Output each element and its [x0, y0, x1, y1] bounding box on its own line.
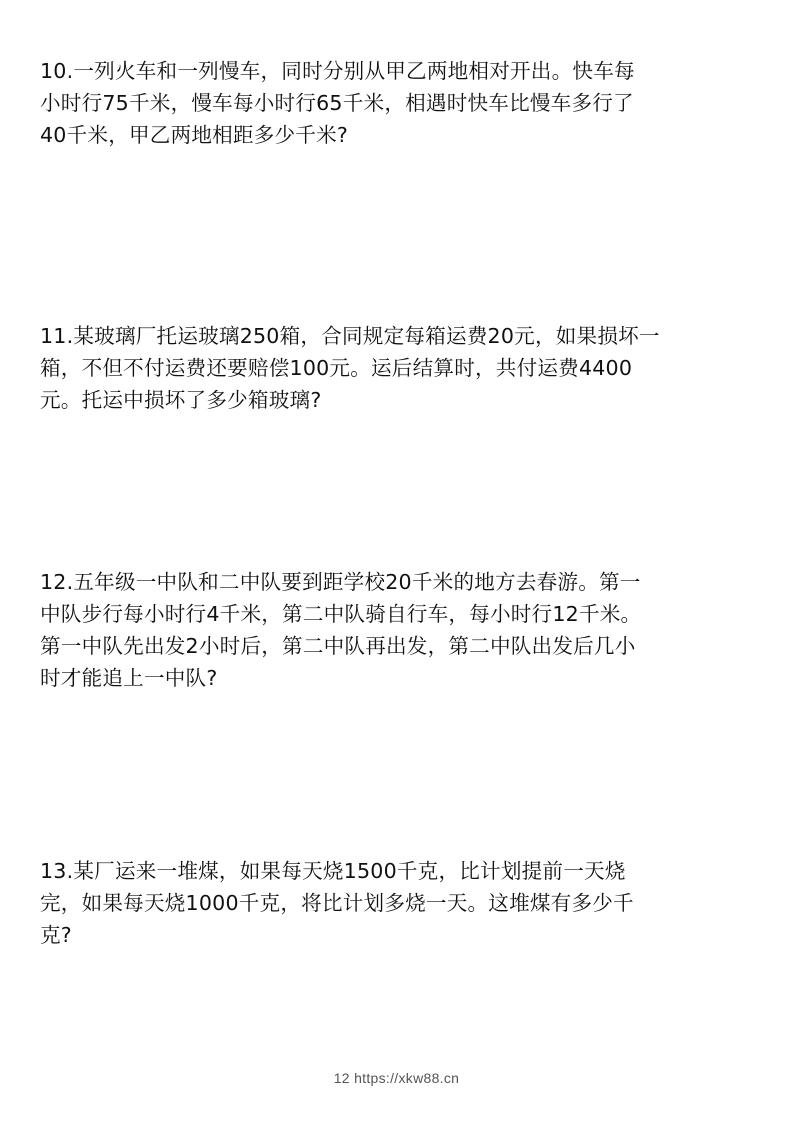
page-footer: 12 https://xkw88.cn [333, 1070, 460, 1086]
problem-13 [40, 855, 752, 951]
problem-line: 箱，不但不付运费还要赔偿100元。运后结算时，共付运费4400 [40, 356, 633, 380]
problem-line: 小时行75千米，慢车每小时行65千米，相遇时快车比慢车多行了 [40, 91, 634, 115]
problem-12 [40, 566, 752, 694]
problem-line: 第一中队先出发2小时后，第二中队再出发，第二中队出发后几小 [40, 634, 636, 658]
problem-line: 10.一列火车和一列慢车，同时分别从甲乙两地相对开出。快车每 [40, 59, 635, 83]
problem-line: 13.某厂运来一堆煤，如果每天烧1500千克，比计划提前一天烧 [40, 859, 626, 883]
problem-line: 克? [40, 923, 72, 947]
problem-line: 12.五年级一中队和二中队要到距学校20千米的地方去春游。第一 [40, 570, 641, 594]
problem-line: 11.某玻璃厂托运玻璃250箱，合同规定每箱运费20元，如果损坏一 [40, 324, 660, 348]
problem-11 [40, 320, 752, 416]
problem-10 [40, 55, 752, 151]
problem-line: 40千米，甲乙两地相距多少千米? [40, 123, 349, 147]
problem-line: 完，如果每天烧1000千克，将比计划多烧一天。这堆煤有多少千 [40, 891, 634, 915]
problem-line: 时才能追上一中队? [40, 666, 218, 690]
problem-line: 中队步行每小时行4千米，第二中队骑自行车，每小时行12千米。 [40, 602, 642, 626]
problem-line: 元。托运中损坏了多少箱玻璃? [40, 388, 322, 412]
